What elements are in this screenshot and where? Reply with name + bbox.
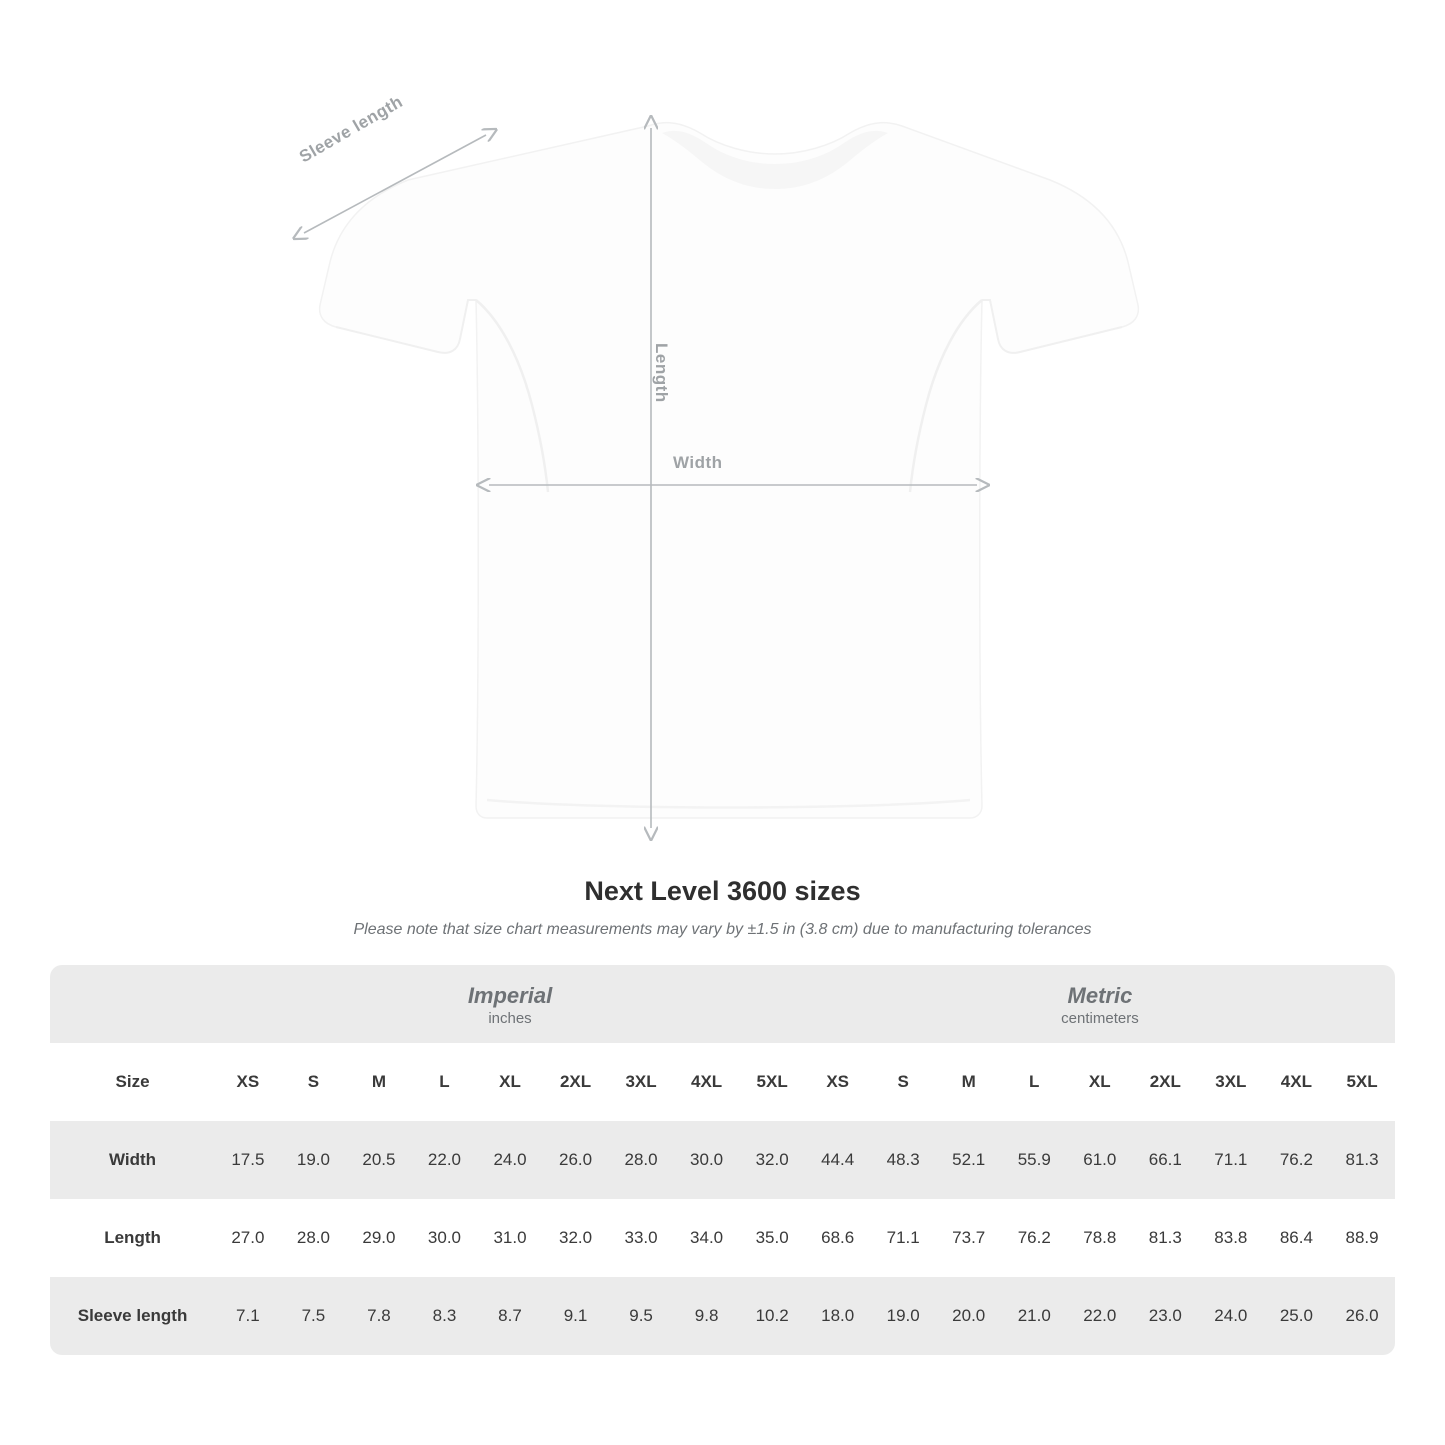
size-cell-4xl-metric: 4XL (1264, 1043, 1330, 1121)
sleeve-3xl-metric: 24.0 (1198, 1277, 1264, 1355)
width-xs-imperial: 17.5 (215, 1121, 281, 1199)
length-3xl-imperial: 33.0 (608, 1199, 674, 1277)
table-row-width (50, 1121, 1395, 1199)
sleeve-xl-metric: 22.0 (1067, 1277, 1133, 1355)
size-cell-s-metric: S (870, 1043, 936, 1121)
table-row-sizes (50, 1043, 1395, 1121)
width-l-metric: 55.9 (1001, 1121, 1067, 1199)
tshirt-shape (320, 123, 1139, 818)
unit-name-metric: Metric (1067, 982, 1133, 1008)
sleeve-4xl-metric: 25.0 (1264, 1277, 1330, 1355)
sleeve-s-imperial: 7.5 (281, 1277, 347, 1355)
length-3xl-metric: 83.8 (1198, 1199, 1264, 1277)
size-cell-l-imperial: L (412, 1043, 478, 1121)
length-m-imperial: 29.0 (346, 1199, 412, 1277)
width-label: Width (673, 453, 723, 472)
size-cell-xl-metric: XL (1067, 1043, 1133, 1121)
row-header-length: Length (50, 1199, 215, 1277)
unit-sub-metric: centimeters (1061, 1010, 1139, 1028)
width-5xl-imperial: 32.0 (739, 1121, 805, 1199)
size-cell-2xl-metric: 2XL (1133, 1043, 1199, 1121)
size-cell-m-imperial: M (346, 1043, 412, 1121)
size-table (50, 965, 1395, 1355)
sleeve-2xl-metric: 23.0 (1133, 1277, 1199, 1355)
length-5xl-metric: 88.9 (1329, 1199, 1395, 1277)
width-4xl-imperial: 30.0 (674, 1121, 740, 1199)
size-cell-m-metric: M (936, 1043, 1002, 1121)
size-cell-xs-imperial: XS (215, 1043, 281, 1121)
unit-name-imperial: Imperial (467, 982, 553, 1008)
size-cell-s-imperial: S (281, 1043, 347, 1121)
unit-header-row (50, 965, 1395, 1043)
unit-sub-imperial: inches (488, 1010, 532, 1028)
sleeve-4xl-imperial: 9.8 (674, 1277, 740, 1355)
sleeve-xl-imperial: 8.7 (477, 1277, 543, 1355)
unit-header-imperial (215, 965, 805, 1043)
table-row-length (50, 1199, 1395, 1277)
width-m-imperial: 20.5 (346, 1121, 412, 1199)
size-cell-3xl-metric: 3XL (1198, 1043, 1264, 1121)
row-header-width: Width (50, 1121, 215, 1199)
length-xl-metric: 78.8 (1067, 1199, 1133, 1277)
size-cell-xl-imperial: XL (477, 1043, 543, 1121)
title-block (0, 876, 1445, 939)
width-xl-imperial: 24.0 (477, 1121, 543, 1199)
length-xs-metric: 68.6 (805, 1199, 871, 1277)
sleeve-5xl-metric: 26.0 (1329, 1277, 1395, 1355)
width-2xl-imperial: 26.0 (543, 1121, 609, 1199)
sleeve-m-imperial: 7.8 (346, 1277, 412, 1355)
size-cell-xs-metric: XS (805, 1043, 871, 1121)
sleeve-3xl-imperial: 9.5 (608, 1277, 674, 1355)
sleeve-5xl-imperial: 10.2 (739, 1277, 805, 1355)
row-header-sleeve-length: Sleeve length (50, 1277, 215, 1355)
page-title: Next Level 3600 sizes (584, 876, 861, 906)
width-3xl-imperial: 28.0 (608, 1121, 674, 1199)
width-3xl-metric: 71.1 (1198, 1121, 1264, 1199)
width-5xl-metric: 81.3 (1329, 1121, 1395, 1199)
row-header-size: Size (50, 1043, 215, 1121)
unit-header-metric (805, 965, 1395, 1043)
length-xs-imperial: 27.0 (215, 1199, 281, 1277)
size-cell-3xl-imperial: 3XL (608, 1043, 674, 1121)
width-m-metric: 52.1 (936, 1121, 1002, 1199)
sleeve-s-metric: 19.0 (870, 1277, 936, 1355)
length-5xl-imperial: 35.0 (739, 1199, 805, 1277)
sleeve-l-imperial: 8.3 (412, 1277, 478, 1355)
length-label: Length (652, 343, 671, 403)
tolerance-note: Please note that size chart measurements may vary by ±1.5 in (3.8 cm) due to manufacturing tolerances (353, 921, 1092, 938)
unit-header-spacer (50, 965, 215, 1043)
length-l-metric: 76.2 (1001, 1199, 1067, 1277)
length-2xl-metric: 81.3 (1133, 1199, 1199, 1277)
width-4xl-metric: 76.2 (1264, 1121, 1330, 1199)
width-xl-metric: 61.0 (1067, 1121, 1133, 1199)
sleeve-2xl-imperial: 9.1 (543, 1277, 609, 1355)
length-4xl-imperial: 34.0 (674, 1199, 740, 1277)
width-s-imperial: 19.0 (281, 1121, 347, 1199)
length-4xl-metric: 86.4 (1264, 1199, 1330, 1277)
width-s-metric: 48.3 (870, 1121, 936, 1199)
length-m-metric: 73.7 (936, 1199, 1002, 1277)
sleeve-xs-metric: 18.0 (805, 1277, 871, 1355)
width-2xl-metric: 66.1 (1133, 1121, 1199, 1199)
sleeve-l-metric: 21.0 (1001, 1277, 1067, 1355)
length-s-imperial: 28.0 (281, 1199, 347, 1277)
size-cell-4xl-imperial: 4XL (674, 1043, 740, 1121)
width-l-imperial: 22.0 (412, 1121, 478, 1199)
sleeve-xs-imperial: 7.1 (215, 1277, 281, 1355)
table-row-sleeve-length (50, 1277, 1395, 1355)
length-2xl-imperial: 32.0 (543, 1199, 609, 1277)
size-table-wrapper (50, 965, 1395, 1355)
length-l-imperial: 30.0 (412, 1199, 478, 1277)
sleeve-m-metric: 20.0 (936, 1277, 1002, 1355)
size-cell-5xl-imperial: 5XL (739, 1043, 805, 1121)
size-cell-2xl-imperial: 2XL (543, 1043, 609, 1121)
size-cell-l-metric: L (1001, 1043, 1067, 1121)
length-s-metric: 71.1 (870, 1199, 936, 1277)
width-xs-metric: 44.4 (805, 1121, 871, 1199)
size-cell-5xl-metric: 5XL (1329, 1043, 1395, 1121)
sleeve-length-label: Sleeve length (296, 91, 407, 167)
length-xl-imperial: 31.0 (477, 1199, 543, 1277)
